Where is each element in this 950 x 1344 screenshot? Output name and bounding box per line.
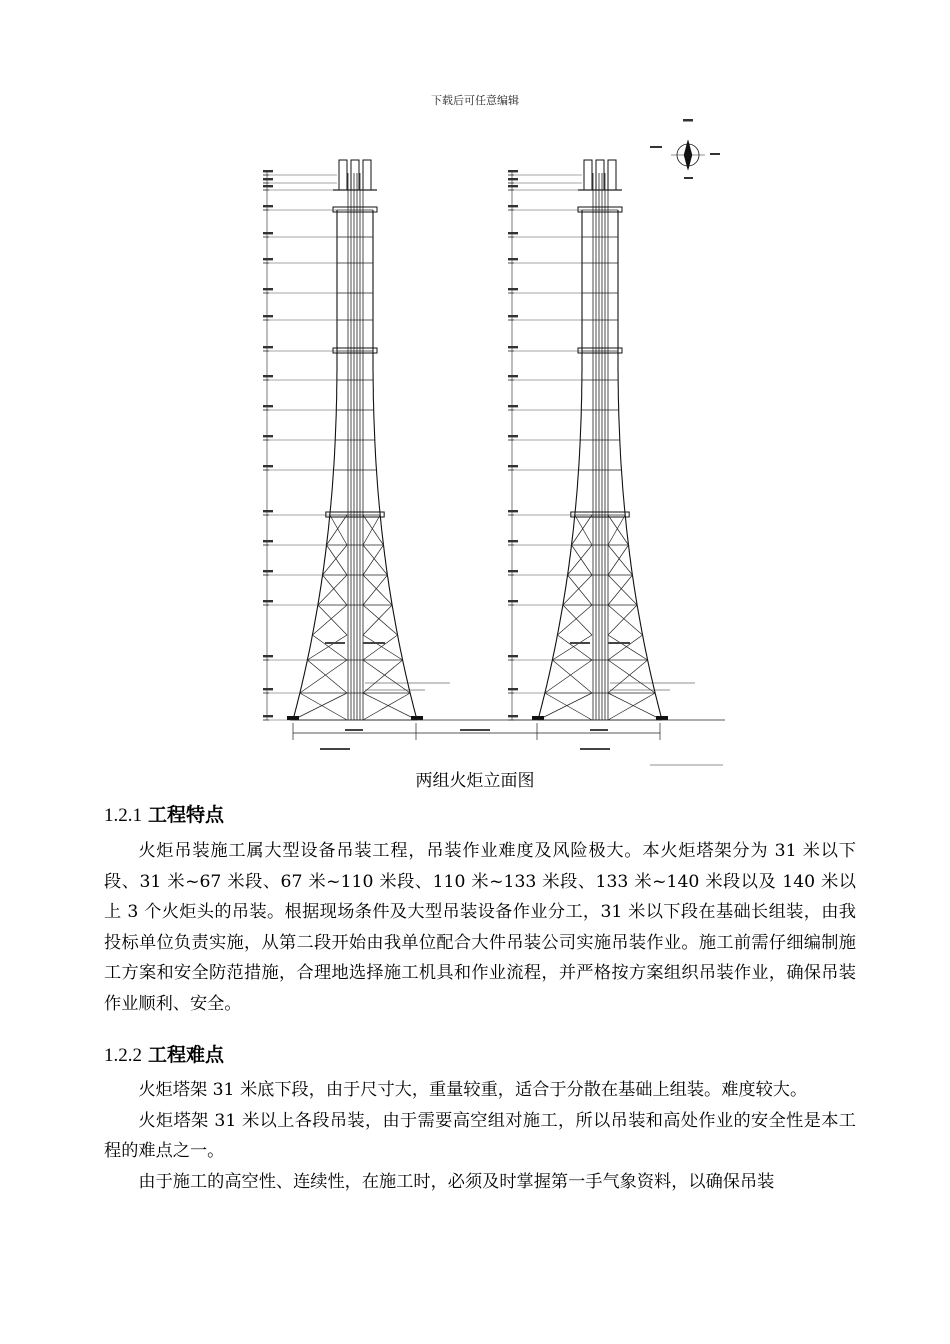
tower-brace <box>363 575 387 605</box>
tower-brace <box>552 660 592 693</box>
tower-brace <box>318 605 347 635</box>
tower-brace <box>608 545 628 575</box>
elevation-mark <box>508 232 518 234</box>
platform <box>333 207 377 212</box>
elevation-mark <box>508 170 518 172</box>
elevation-mark <box>508 375 518 377</box>
elevation-mark <box>263 232 273 234</box>
section-title: 工程难点 <box>148 1044 225 1066</box>
dimension-text-mark <box>460 729 490 731</box>
elevation-svg <box>250 115 730 770</box>
figure-caption: 两组火炬立面图 <box>415 771 535 791</box>
tower-brace <box>363 693 417 720</box>
elevation-mark <box>508 178 518 180</box>
elevation-mark <box>263 288 273 290</box>
paragraph: 火炬吊装施工属大型设备吊装工程，吊装作业难度及风险极大。本火炬塔架分为 31 米以下段、31 米~67 米段、67 米~110 米段、110 米~133 米段、133 米~140 米段以及 140 米以上 3 个火炬头的吊装。根据现场条件及大型吊装设备作业分工，31 米以下段在基础长组装，由我投标单位负责实施，从第二段开始由我单位配合大件吊装公司实施吊装作业。施工前需仔细编制施工方案和安全防范措施，合理地选择施工机具和作业流程，并严格按方案组织吊装作业，确保吊装作业顺利、安全。 <box>104 841 856 1014</box>
flare-head <box>608 160 616 190</box>
elevation-mark <box>263 600 273 602</box>
tower-brace <box>545 693 592 720</box>
tower-brace <box>608 635 643 660</box>
elevation-mark <box>508 205 518 207</box>
elevation-mark <box>508 715 518 717</box>
dimension-text-mark <box>590 729 608 731</box>
tower-brace <box>608 605 637 635</box>
section-number: 1.2.1 <box>104 805 142 826</box>
elevation-mark <box>508 185 518 187</box>
elevation-mark <box>263 510 273 512</box>
elevation-mark <box>508 258 518 260</box>
flare-head <box>363 160 371 190</box>
compass-label-mark <box>683 119 693 122</box>
flare-head <box>596 160 604 190</box>
tower-brace <box>568 575 592 605</box>
elevation-mark <box>263 405 273 407</box>
compass-label-mark <box>650 146 662 148</box>
base-pad <box>411 716 423 720</box>
section-number: 1.2.2 <box>104 1045 142 1066</box>
tower-brace <box>608 693 662 720</box>
base-pad <box>287 716 299 720</box>
elevation-mark <box>263 185 273 187</box>
section-heading-features <box>104 800 224 827</box>
tower-brace <box>307 635 347 660</box>
tower-brace <box>557 635 592 660</box>
tower-brace <box>293 693 347 720</box>
elevation-mark <box>263 178 273 180</box>
tower-brace <box>563 605 592 635</box>
section-title: 工程特点 <box>148 804 225 826</box>
elevation-mark <box>263 570 273 572</box>
label-text-mark <box>580 748 610 750</box>
base-pad <box>656 716 668 720</box>
tower-brace <box>363 660 403 693</box>
elevation-mark <box>508 540 518 542</box>
tower-brace <box>538 693 592 720</box>
tower-brace <box>572 545 592 575</box>
elevation-mark <box>263 465 273 467</box>
tower-brace <box>552 635 592 660</box>
platform <box>578 207 622 212</box>
tower-brace <box>312 635 347 660</box>
section-heading-difficulties <box>104 1040 224 1067</box>
flare-head <box>584 160 592 190</box>
base-pad <box>532 716 544 720</box>
tower-brace <box>608 575 632 605</box>
tower-brace <box>608 660 648 693</box>
compass-label-mark <box>710 153 720 155</box>
elevation-mark <box>263 715 273 717</box>
tower-brace <box>323 575 347 605</box>
elevation-mark <box>508 288 518 290</box>
elevation-mark <box>508 346 518 348</box>
tower-brace <box>307 660 347 693</box>
tower-brace <box>363 635 398 660</box>
paragraph: 火炬塔架 31 米以上各段吊装，由于需要高空组对施工，所以吊装和高处作业的安全性是本工程的难点之一。 <box>104 1110 856 1162</box>
platform <box>326 512 384 517</box>
tower-brace <box>363 605 392 635</box>
tower-brace <box>608 635 648 660</box>
elevation-mark <box>508 435 518 437</box>
annotation-text-mark <box>570 642 590 644</box>
elevation-mark <box>263 205 273 207</box>
flare-head <box>339 160 347 190</box>
elevation-mark <box>263 170 273 172</box>
annotation-text-mark <box>363 642 385 644</box>
elevation-mark <box>508 655 518 657</box>
dimension-text-mark <box>345 729 363 731</box>
elevation-mark <box>508 405 518 407</box>
tower-brace <box>545 660 592 693</box>
tower-brace <box>608 693 655 720</box>
tower-brace <box>363 660 410 693</box>
paragraph: 火炬塔架 31 米底下段，由于尺寸大，重量较重，适合于分散在基础上组装。难度较大。 <box>138 1080 808 1100</box>
tower-brace <box>575 515 592 545</box>
elevation-mark <box>263 435 273 437</box>
page-header: 下载后可任意编辑 <box>431 94 519 107</box>
torch-elevation-drawing <box>250 115 730 770</box>
elevation-mark <box>263 375 273 377</box>
tower-brace <box>300 693 347 720</box>
elevation-mark <box>508 315 518 317</box>
elevation-mark <box>508 510 518 512</box>
platform <box>578 348 622 353</box>
elevation-mark <box>263 346 273 348</box>
elevation-mark <box>508 465 518 467</box>
tower-brace <box>608 660 655 693</box>
section-body-difficulties <box>104 1075 856 1197</box>
tower-brace <box>608 515 625 545</box>
elevation-mark <box>263 258 273 260</box>
elevation-mark <box>263 315 273 317</box>
elevation-mark <box>508 570 518 572</box>
annotation-text-mark <box>608 642 630 644</box>
elevation-mark <box>263 688 273 690</box>
elevation-mark <box>263 655 273 657</box>
tower-brace <box>327 545 347 575</box>
paragraph: 由于施工的高空性、连续性，在施工时，必须及时掌握第一手气象资料，以确保吊装 <box>138 1171 775 1192</box>
annotation-text-mark <box>325 642 345 644</box>
tower-brace <box>363 635 403 660</box>
elevation-mark <box>508 688 518 690</box>
tower-brace <box>363 515 380 545</box>
tower-brace <box>300 660 347 693</box>
tower-brace <box>363 545 383 575</box>
elevation-mark <box>263 540 273 542</box>
compass-label-mark <box>684 177 693 179</box>
platform <box>571 512 629 517</box>
flare-head <box>351 160 359 190</box>
label-text-mark <box>320 748 350 750</box>
platform <box>333 348 377 353</box>
tower-brace <box>330 515 347 545</box>
section-body-features <box>104 836 856 1020</box>
elevation-mark <box>508 600 518 602</box>
tower-brace <box>363 693 410 720</box>
